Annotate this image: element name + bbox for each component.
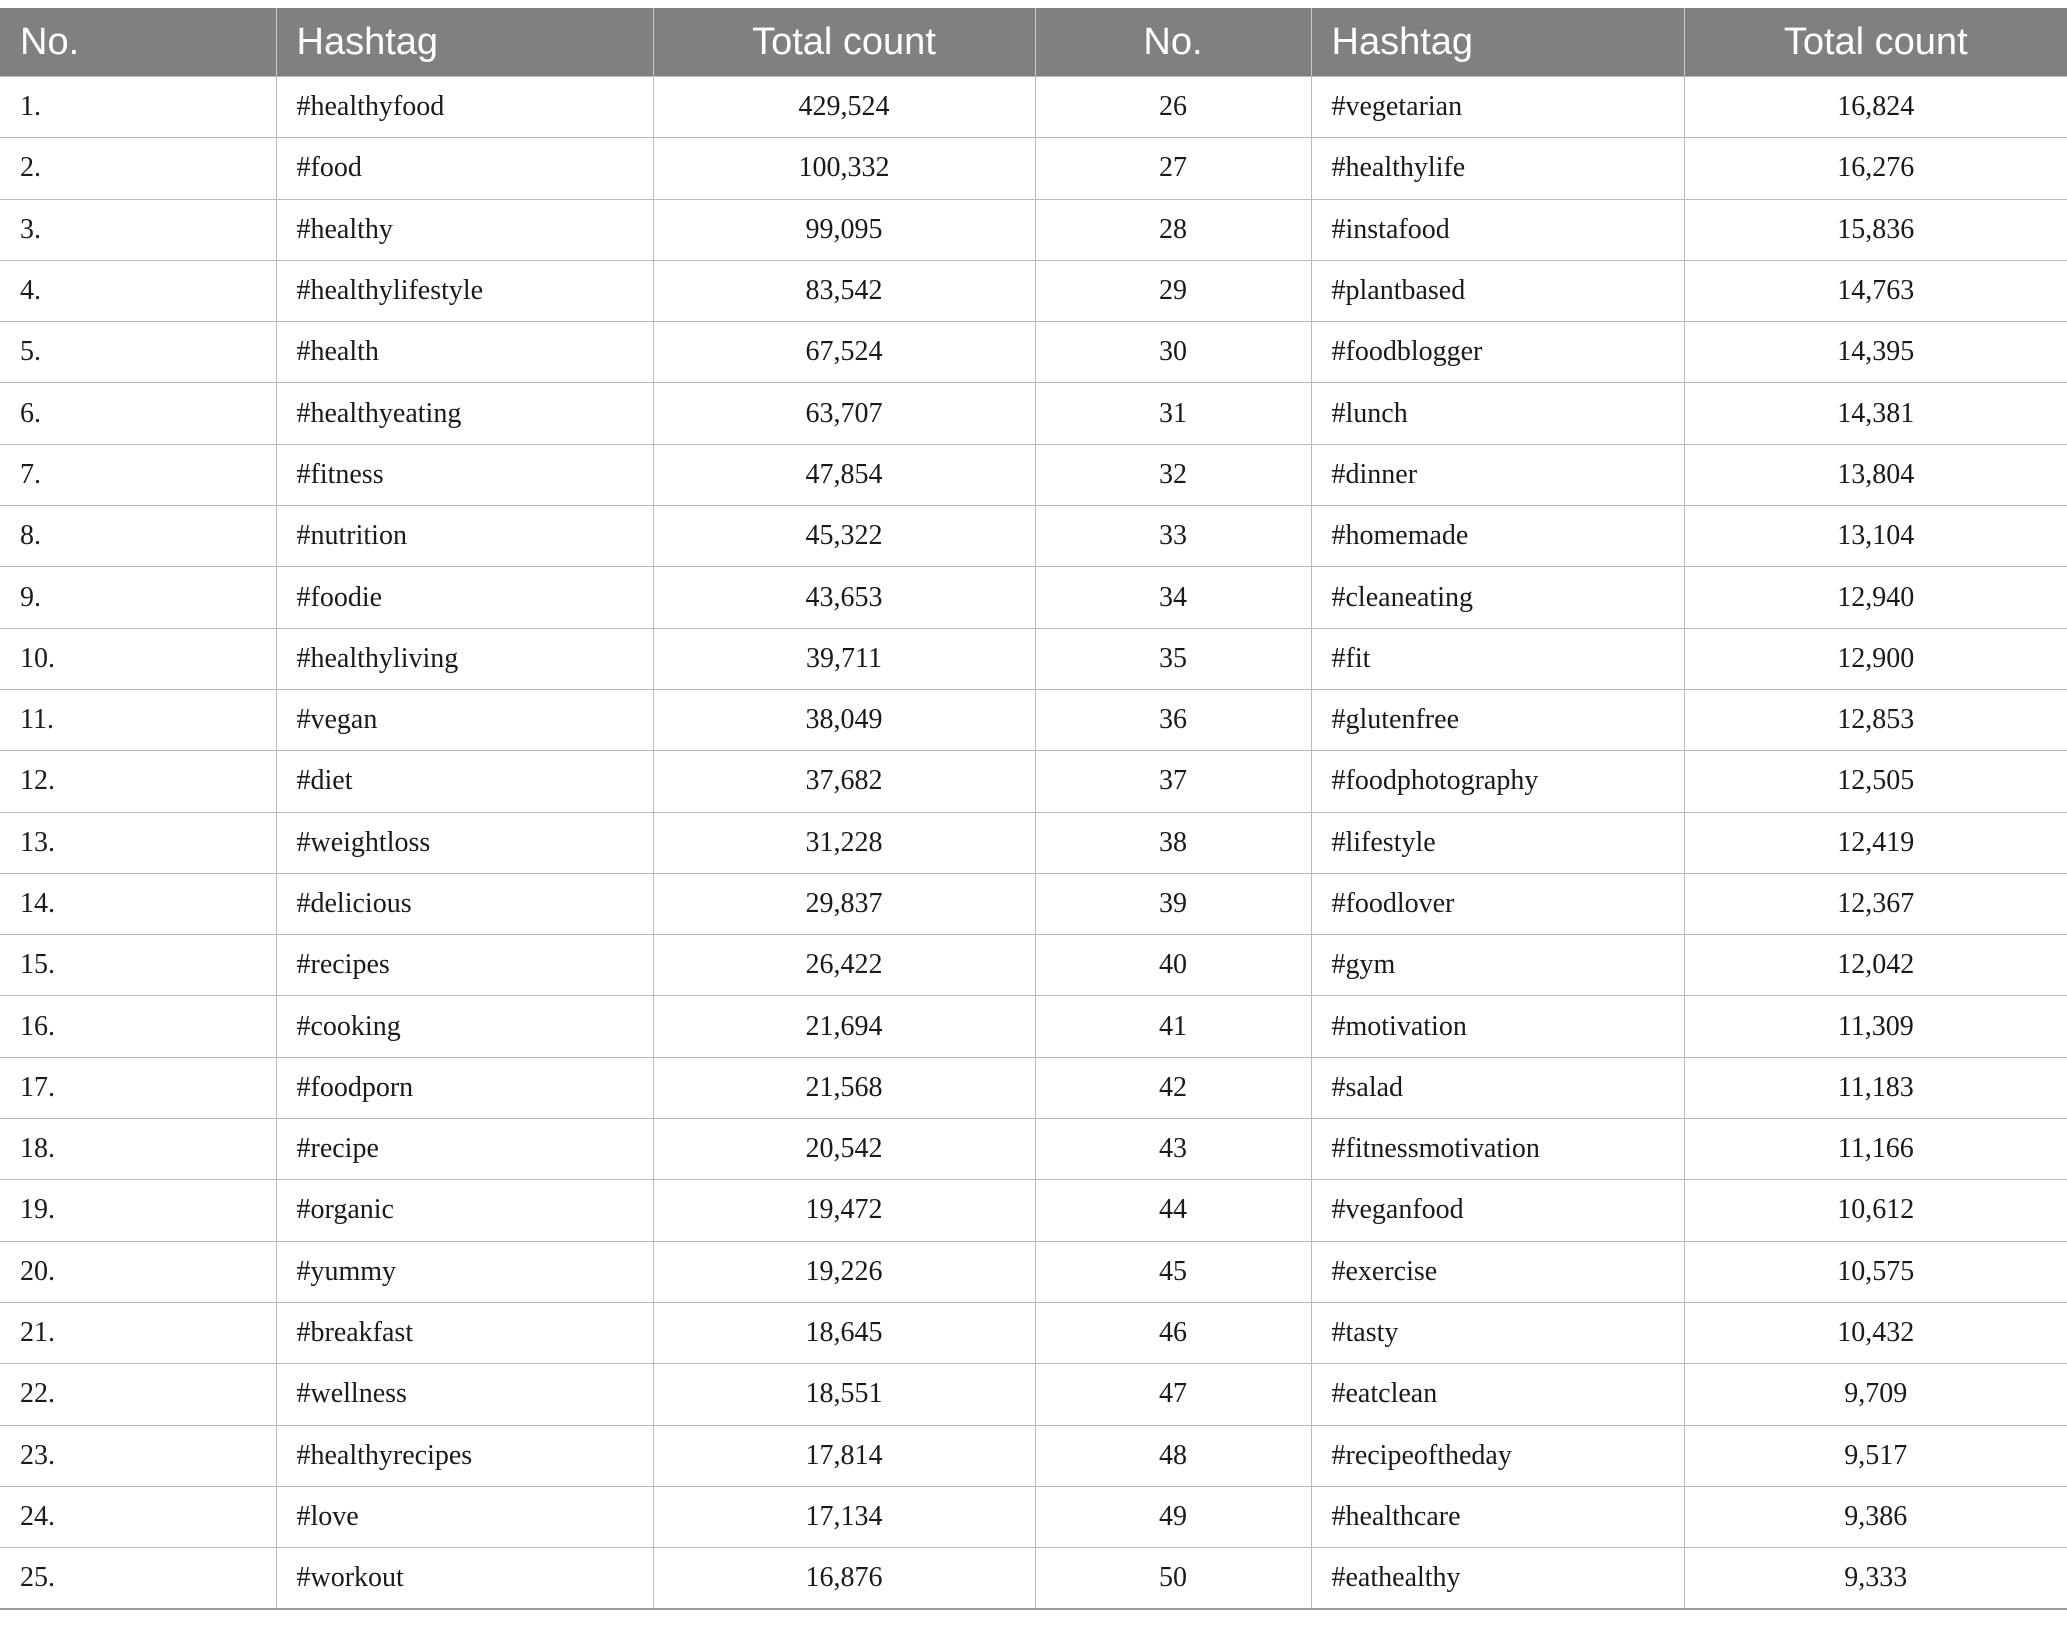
cell-total-count: 17,134 (653, 1486, 1035, 1547)
cell-no: 14. (0, 873, 276, 934)
cell-total-count: 31,228 (653, 812, 1035, 873)
cell-hashtag: #diet (276, 751, 653, 812)
cell-hashtag: #plantbased (1311, 260, 1684, 321)
table-body (0, 77, 2067, 1610)
cell-hashtag: #foodphotography (1311, 751, 1684, 812)
cell-no: 49 (1035, 1486, 1311, 1547)
cell-hashtag: #breakfast (276, 1302, 653, 1363)
cell-total-count: 37,682 (653, 751, 1035, 812)
cell-no: 21. (0, 1302, 276, 1363)
cell-no: 18. (0, 1119, 276, 1180)
cell-hashtag: #health (276, 322, 653, 383)
cell-no: 6. (0, 383, 276, 444)
cell-total-count: 45,322 (653, 506, 1035, 567)
cell-no: 44 (1035, 1180, 1311, 1241)
cell-total-count: 11,183 (1684, 1057, 2067, 1118)
cell-total-count: 11,309 (1684, 996, 2067, 1057)
header-no-1: No. (0, 8, 276, 77)
cell-total-count: 26,422 (653, 935, 1035, 996)
table-row (0, 1180, 2067, 1241)
cell-no: 28 (1035, 199, 1311, 260)
cell-total-count: 16,824 (1684, 77, 2067, 138)
cell-hashtag: #instafood (1311, 199, 1684, 260)
cell-total-count: 12,940 (1684, 567, 2067, 628)
cell-total-count: 12,900 (1684, 628, 2067, 689)
cell-no: 4. (0, 260, 276, 321)
cell-total-count: 10,612 (1684, 1180, 2067, 1241)
cell-hashtag: #recipe (276, 1119, 653, 1180)
cell-total-count: 9,333 (1684, 1548, 2067, 1610)
table-row (0, 1486, 2067, 1547)
table-row (0, 873, 2067, 934)
cell-total-count: 39,711 (653, 628, 1035, 689)
cell-no: 11. (0, 689, 276, 750)
table-row (0, 77, 2067, 138)
cell-hashtag: #cooking (276, 996, 653, 1057)
cell-total-count: 19,472 (653, 1180, 1035, 1241)
cell-hashtag: #foodporn (276, 1057, 653, 1118)
cell-total-count: 9,386 (1684, 1486, 2067, 1547)
cell-no: 40 (1035, 935, 1311, 996)
cell-total-count: 21,568 (653, 1057, 1035, 1118)
cell-no: 34 (1035, 567, 1311, 628)
header-hashtag-1: Hashtag (276, 8, 653, 77)
cell-total-count: 12,505 (1684, 751, 2067, 812)
cell-hashtag: #glutenfree (1311, 689, 1684, 750)
header-row (0, 8, 2067, 77)
cell-hashtag: #healthyfood (276, 77, 653, 138)
cell-hashtag: #veganfood (1311, 1180, 1684, 1241)
cell-total-count: 21,694 (653, 996, 1035, 1057)
cell-no: 45 (1035, 1241, 1311, 1302)
cell-hashtag: #yummy (276, 1241, 653, 1302)
cell-hashtag: #fit (1311, 628, 1684, 689)
cell-no: 35 (1035, 628, 1311, 689)
cell-total-count: 12,367 (1684, 873, 2067, 934)
table-row (0, 1425, 2067, 1486)
cell-hashtag: #food (276, 138, 653, 199)
cell-hashtag: #lifestyle (1311, 812, 1684, 873)
cell-hashtag: #eatclean (1311, 1364, 1684, 1425)
cell-no: 1. (0, 77, 276, 138)
cell-total-count: 18,551 (653, 1364, 1035, 1425)
cell-hashtag: #eathealthy (1311, 1548, 1684, 1610)
hashtag-table (0, 8, 2067, 1610)
cell-no: 19. (0, 1180, 276, 1241)
cell-hashtag: #wellness (276, 1364, 653, 1425)
table-row (0, 1302, 2067, 1363)
cell-hashtag: #organic (276, 1180, 653, 1241)
table-row (0, 138, 2067, 199)
cell-no: 24. (0, 1486, 276, 1547)
cell-no: 20. (0, 1241, 276, 1302)
cell-total-count: 9,709 (1684, 1364, 2067, 1425)
header-no-2: No. (1035, 8, 1311, 77)
cell-no: 38 (1035, 812, 1311, 873)
cell-hashtag: #foodblogger (1311, 322, 1684, 383)
cell-hashtag: #exercise (1311, 1241, 1684, 1302)
cell-hashtag: #fitnessmotivation (1311, 1119, 1684, 1180)
cell-no: 16. (0, 996, 276, 1057)
cell-no: 27 (1035, 138, 1311, 199)
cell-hashtag: #healthyrecipes (276, 1425, 653, 1486)
table-row (0, 1241, 2067, 1302)
header-hashtag-2: Hashtag (1311, 8, 1684, 77)
cell-no: 17. (0, 1057, 276, 1118)
cell-total-count: 10,575 (1684, 1241, 2067, 1302)
cell-no: 30 (1035, 322, 1311, 383)
cell-no: 5. (0, 322, 276, 383)
cell-hashtag: #healthyliving (276, 628, 653, 689)
cell-total-count: 38,049 (653, 689, 1035, 750)
cell-total-count: 14,763 (1684, 260, 2067, 321)
cell-hashtag: #foodlover (1311, 873, 1684, 934)
table-row (0, 506, 2067, 567)
cell-total-count: 10,432 (1684, 1302, 2067, 1363)
cell-no: 23. (0, 1425, 276, 1486)
cell-no: 7. (0, 444, 276, 505)
cell-hashtag: #cleaneating (1311, 567, 1684, 628)
cell-no: 2. (0, 138, 276, 199)
cell-no: 50 (1035, 1548, 1311, 1610)
table-row (0, 444, 2067, 505)
cell-total-count: 99,095 (653, 199, 1035, 260)
cell-total-count: 67,524 (653, 322, 1035, 383)
cell-no: 41 (1035, 996, 1311, 1057)
table-row (0, 1364, 2067, 1425)
cell-no: 3. (0, 199, 276, 260)
cell-no: 29 (1035, 260, 1311, 321)
cell-no: 37 (1035, 751, 1311, 812)
cell-total-count: 16,276 (1684, 138, 2067, 199)
cell-no: 39 (1035, 873, 1311, 934)
cell-hashtag: #dinner (1311, 444, 1684, 505)
cell-hashtag: #love (276, 1486, 653, 1547)
cell-no: 15. (0, 935, 276, 996)
header-total-count-2: Total count (1684, 8, 2067, 77)
table-row (0, 935, 2067, 996)
cell-total-count: 13,104 (1684, 506, 2067, 567)
cell-total-count: 15,836 (1684, 199, 2067, 260)
table-row (0, 628, 2067, 689)
cell-hashtag: #fitness (276, 444, 653, 505)
cell-hashtag: #healthyeating (276, 383, 653, 444)
cell-total-count: 18,645 (653, 1302, 1035, 1363)
cell-total-count: 9,517 (1684, 1425, 2067, 1486)
cell-no: 32 (1035, 444, 1311, 505)
cell-no: 42 (1035, 1057, 1311, 1118)
cell-no: 13. (0, 812, 276, 873)
table-row (0, 199, 2067, 260)
cell-no: 22. (0, 1364, 276, 1425)
cell-total-count: 47,854 (653, 444, 1035, 505)
cell-hashtag: #nutrition (276, 506, 653, 567)
cell-hashtag: #healthylifestyle (276, 260, 653, 321)
cell-hashtag: #gym (1311, 935, 1684, 996)
cell-hashtag: #healthcare (1311, 1486, 1684, 1547)
cell-hashtag: #vegan (276, 689, 653, 750)
cell-total-count: 100,332 (653, 138, 1035, 199)
table-row (0, 1119, 2067, 1180)
cell-no: 36 (1035, 689, 1311, 750)
cell-hashtag: #recipeoftheday (1311, 1425, 1684, 1486)
cell-no: 33 (1035, 506, 1311, 567)
table-row (0, 996, 2067, 1057)
cell-no: 25. (0, 1548, 276, 1610)
cell-no: 48 (1035, 1425, 1311, 1486)
cell-total-count: 63,707 (653, 383, 1035, 444)
cell-total-count: 83,542 (653, 260, 1035, 321)
cell-no: 9. (0, 567, 276, 628)
table-row (0, 689, 2067, 750)
cell-hashtag: #salad (1311, 1057, 1684, 1118)
cell-no: 26 (1035, 77, 1311, 138)
cell-hashtag: #lunch (1311, 383, 1684, 444)
cell-hashtag: #weightloss (276, 812, 653, 873)
table-row (0, 1057, 2067, 1118)
cell-total-count: 429,524 (653, 77, 1035, 138)
cell-hashtag: #workout (276, 1548, 653, 1610)
cell-hashtag: #healthylife (1311, 138, 1684, 199)
cell-total-count: 43,653 (653, 567, 1035, 628)
cell-total-count: 29,837 (653, 873, 1035, 934)
cell-no: 10. (0, 628, 276, 689)
cell-total-count: 12,042 (1684, 935, 2067, 996)
cell-total-count: 13,804 (1684, 444, 2067, 505)
cell-no: 46 (1035, 1302, 1311, 1363)
table-row (0, 322, 2067, 383)
cell-no: 31 (1035, 383, 1311, 444)
cell-hashtag: #delicious (276, 873, 653, 934)
cell-total-count: 20,542 (653, 1119, 1035, 1180)
table-row (0, 751, 2067, 812)
cell-total-count: 16,876 (653, 1548, 1035, 1610)
cell-hashtag: #recipes (276, 935, 653, 996)
cell-no: 47 (1035, 1364, 1311, 1425)
table-row (0, 812, 2067, 873)
cell-total-count: 19,226 (653, 1241, 1035, 1302)
cell-total-count: 17,814 (653, 1425, 1035, 1486)
cell-no: 8. (0, 506, 276, 567)
cell-total-count: 11,166 (1684, 1119, 2067, 1180)
table-row (0, 383, 2067, 444)
cell-hashtag: #homemade (1311, 506, 1684, 567)
cell-hashtag: #foodie (276, 567, 653, 628)
cell-total-count: 14,381 (1684, 383, 2067, 444)
table-header (0, 8, 2067, 77)
cell-total-count: 12,853 (1684, 689, 2067, 750)
cell-hashtag: #healthy (276, 199, 653, 260)
table-row (0, 567, 2067, 628)
header-total-count-1: Total count (653, 8, 1035, 77)
cell-total-count: 14,395 (1684, 322, 2067, 383)
cell-total-count: 12,419 (1684, 812, 2067, 873)
cell-hashtag: #vegetarian (1311, 77, 1684, 138)
cell-no: 43 (1035, 1119, 1311, 1180)
cell-hashtag: #motivation (1311, 996, 1684, 1057)
table-row (0, 1548, 2067, 1610)
cell-no: 12. (0, 751, 276, 812)
cell-hashtag: #tasty (1311, 1302, 1684, 1363)
table-row (0, 260, 2067, 321)
